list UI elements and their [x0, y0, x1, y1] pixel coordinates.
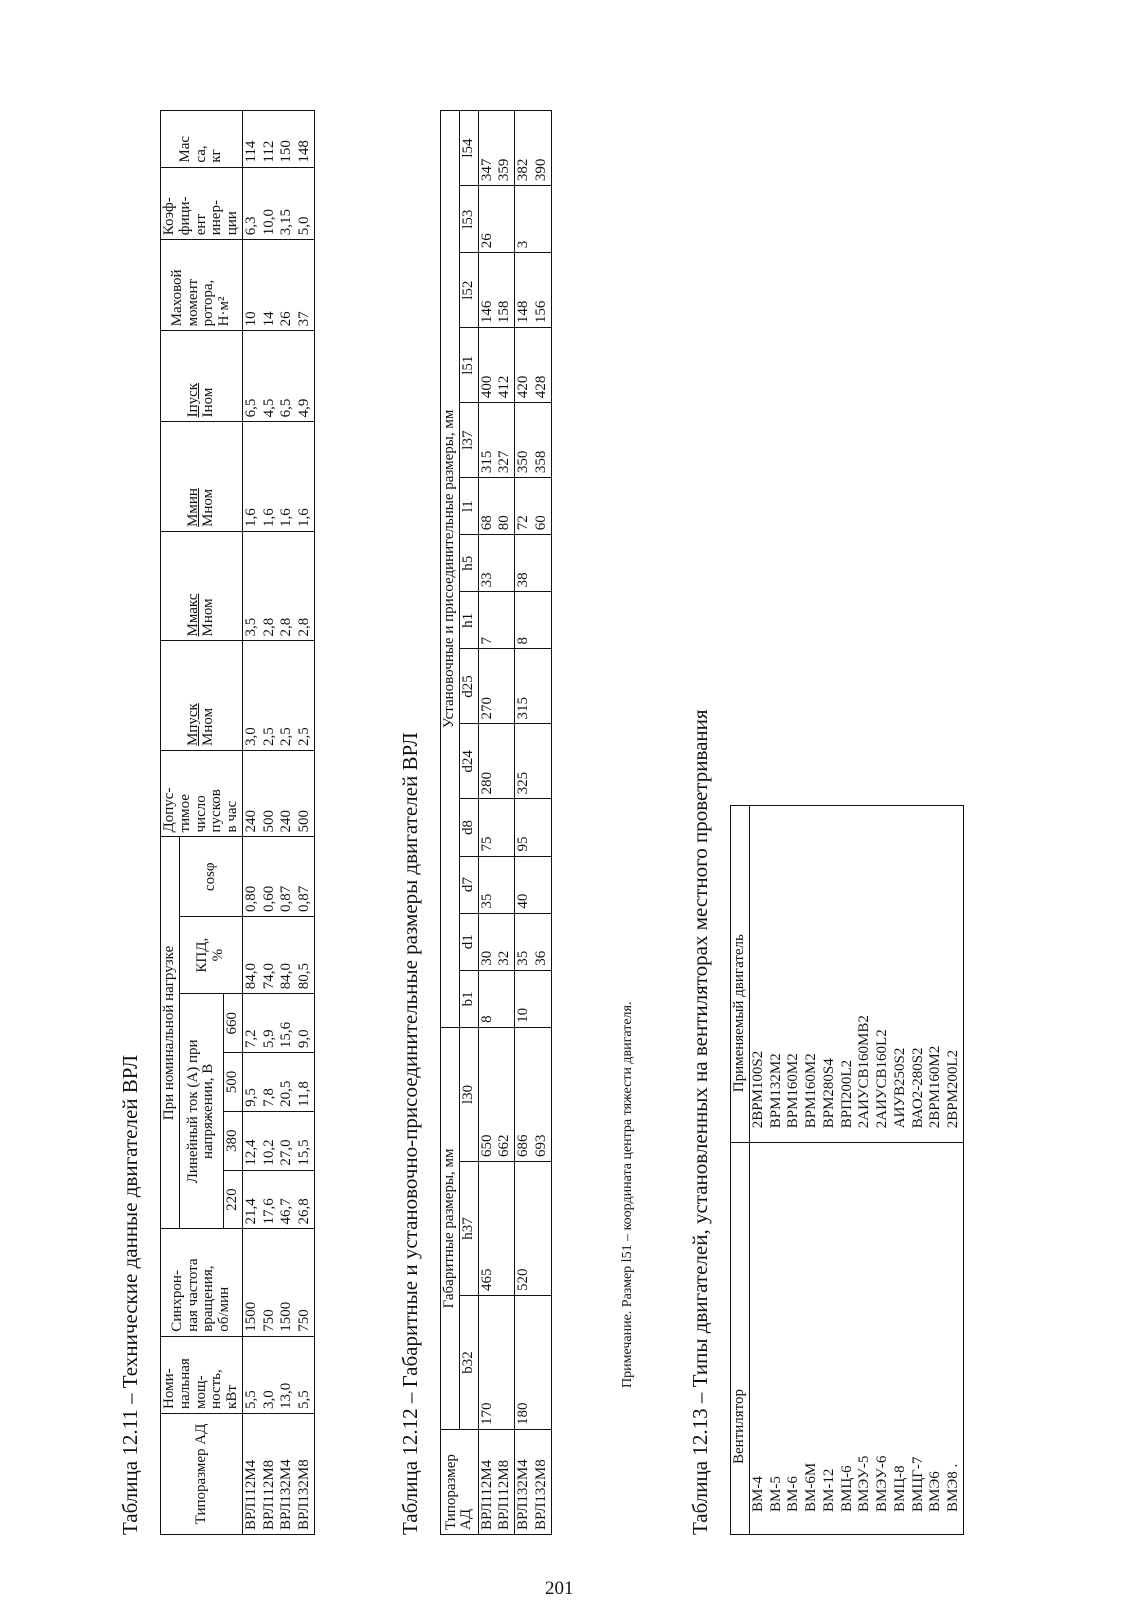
- motor-cell: ВРП200L2: [839, 806, 857, 1143]
- table-cell: 33: [478, 535, 515, 592]
- table-cell: 2,8: [278, 531, 296, 641]
- motor-cell: АИУВ250S2: [892, 806, 910, 1143]
- table-row: [242, 111, 260, 1535]
- col-header-l37: l37: [459, 403, 478, 478]
- table-cell: 240: [242, 751, 260, 837]
- table-cell: 84,0: [242, 917, 260, 994]
- table-cell: 1,6: [242, 422, 260, 532]
- table-cell: 6,5: [242, 331, 260, 422]
- table-cell: 1,6: [278, 422, 296, 532]
- table-cell: 40: [515, 856, 552, 913]
- table-row: [945, 806, 963, 1535]
- fan-cell: ВМ-12: [821, 1143, 839, 1535]
- table-cell-type: ВРЛ132М8: [533, 1430, 551, 1535]
- table-cell: 327: [496, 403, 514, 478]
- fan-cell: ВМЭ6: [927, 1143, 945, 1535]
- table-cell: 390: [533, 111, 551, 186]
- table-cell: 9,5: [242, 1053, 260, 1112]
- table-row: [785, 806, 803, 1535]
- table-cell: 2,5: [261, 641, 279, 751]
- table-cell: 4,9: [296, 331, 314, 422]
- col-header-h37: h37: [459, 1161, 478, 1295]
- header-v660: 660: [224, 994, 243, 1053]
- table-cell: 500: [261, 751, 279, 837]
- table-cell: 1500: [242, 1229, 260, 1336]
- header-motor: Применяемый двигатель: [731, 806, 750, 1143]
- table-cell: 9,0: [296, 994, 314, 1053]
- table-cell: 74,0: [261, 917, 279, 994]
- motor-cell: 2ВРМ200L2: [945, 806, 963, 1143]
- table-cell: 15,6: [278, 994, 296, 1053]
- table-cell: 150: [278, 111, 296, 168]
- table-cell: 21,4: [242, 1170, 260, 1229]
- motor-cell: ВРМ160М2: [803, 806, 821, 1143]
- table-row: [856, 806, 874, 1535]
- table-cell: 26,8: [296, 1170, 314, 1229]
- header-type: Типоразмер АД: [161, 1413, 243, 1534]
- fan-cell: ВМЭ8 .: [945, 1143, 963, 1535]
- table-cell: 0,80: [242, 837, 260, 917]
- table-cell: 17,6: [261, 1170, 279, 1229]
- table-cell: 359: [496, 111, 514, 186]
- table-cell: 15,5: [296, 1111, 314, 1170]
- table-cell: 693: [533, 1027, 551, 1161]
- table-cell: 428: [533, 328, 551, 403]
- header-mounting: Установочные и присоединительные размеры, мм: [441, 111, 460, 1028]
- table-cell: 5,5: [296, 1336, 314, 1413]
- table-cell: 2,5: [296, 641, 314, 751]
- table-12-12-body: [478, 111, 551, 1535]
- table-cell: 80,5: [296, 917, 314, 994]
- table-cell: 662: [496, 1027, 514, 1161]
- fan-cell: ВМ-4: [749, 1143, 767, 1535]
- table-12-12-col-headers: [459, 111, 478, 1535]
- table-cell: 148: [515, 253, 533, 328]
- table-cell: 8: [478, 970, 515, 1027]
- header-type: Типоразмер АД: [441, 1430, 479, 1535]
- table-row: [478, 111, 496, 1535]
- header-v380: 380: [224, 1111, 243, 1170]
- table-cell: 6,3: [242, 167, 260, 240]
- header-v220: 220: [224, 1170, 243, 1229]
- col-header-l51: l51: [459, 328, 478, 403]
- table-12-13-body: [749, 806, 963, 1535]
- table-cell: 26: [478, 186, 515, 253]
- table-cell: 7: [478, 592, 515, 649]
- table-cell: 95: [515, 799, 552, 856]
- table-cell: 0,60: [261, 837, 279, 917]
- table-cell: 5,0: [296, 167, 314, 240]
- table-cell: ВРЛ132М8: [296, 1413, 314, 1534]
- table-cell: 11,8: [296, 1053, 314, 1112]
- header-fan: Вентилятор: [731, 1143, 750, 1535]
- table-cell: 8: [515, 592, 552, 649]
- table-cell: 270: [478, 649, 515, 724]
- motor-cell: ВРМ132М2: [768, 806, 786, 1143]
- col-header-l52: l52: [459, 253, 478, 328]
- motor-cell: ВРМ160М2: [785, 806, 803, 1143]
- table-cell: 315: [515, 649, 552, 724]
- header-flywheel: Маховой момент ротора, Н·м²: [161, 240, 243, 331]
- col-header-b32: b32: [459, 1295, 478, 1429]
- header-mass: Мас са, кг: [161, 111, 243, 168]
- table-cell: 650: [478, 1027, 496, 1161]
- header-mstart: Мпуск Мном: [161, 641, 243, 751]
- table-cell: 12,4: [242, 1111, 260, 1170]
- fan-cell: ВМЭУ-6: [874, 1143, 892, 1535]
- table-cell: 146: [478, 253, 496, 328]
- table-cell: 382: [515, 111, 533, 186]
- table-cell: 114: [242, 111, 260, 168]
- col-header-d8: d8: [459, 799, 478, 856]
- motor-cell: ВРМ280S4: [821, 806, 839, 1143]
- table-cell: 0,87: [296, 837, 314, 917]
- table-cell: 84,0: [278, 917, 296, 994]
- table-cell: 35: [478, 856, 515, 913]
- table-cell: 10,2: [261, 1111, 279, 1170]
- motor-cell: 2АИУСВ160L2: [874, 806, 892, 1143]
- table-row: [803, 806, 821, 1535]
- col-header-l54: l54: [459, 111, 478, 186]
- table-cell: 2,5: [278, 641, 296, 751]
- table-cell: 68: [478, 478, 496, 535]
- table-cell: 5,9: [261, 994, 279, 1053]
- table-cell: 38: [515, 535, 552, 592]
- header-starts: Допус- тимое число пусков в час: [161, 751, 243, 837]
- table-12-11-body: [242, 111, 314, 1535]
- table-cell: 27,0: [278, 1111, 296, 1170]
- table-cell: 315: [478, 403, 496, 478]
- motor-cell: 2ВРМ160М2: [927, 806, 945, 1143]
- fan-cell: ВМЦ-8: [892, 1143, 910, 1535]
- table-12-11-caption: Таблица 12.11 – Технические данные двигателей ВРЛ: [118, 1054, 142, 1535]
- table-12-13: [730, 805, 964, 1535]
- table-cell: 3: [515, 186, 552, 253]
- header-line-current: Линейный ток (А) при напряжении, В: [179, 994, 223, 1229]
- table-cell-type: ВРЛ112М4: [478, 1430, 496, 1535]
- table-row: [515, 111, 533, 1535]
- fan-cell: ВМЭУ-5: [856, 1143, 874, 1535]
- table-cell: 10: [515, 970, 552, 1027]
- table-cell: 412: [496, 328, 514, 403]
- table-cell: 14: [261, 240, 279, 331]
- fan-cell: ВМ-6: [785, 1143, 803, 1535]
- table-cell: 112: [261, 111, 279, 168]
- fan-cell: ВМЦГ-7: [910, 1143, 928, 1535]
- col-header-l1: l1: [459, 478, 478, 535]
- table-row: [874, 806, 892, 1535]
- table-cell: 60: [533, 478, 551, 535]
- table-cell: 5,5: [242, 1336, 260, 1413]
- table-12-12-note: Примечание. Размер l51 – координата центра тяжести двигателя.: [620, 1001, 635, 1388]
- table-cell: 465: [478, 1161, 515, 1295]
- header-power: Номи- нальная мощ- ность, кВт: [161, 1336, 243, 1413]
- col-header-h5: h5: [459, 535, 478, 592]
- table-cell: 35: [515, 913, 533, 970]
- table-cell: 1,6: [296, 422, 314, 532]
- header-nominal-load: При номинальной нагрузке: [161, 837, 180, 1229]
- table-cell: 350: [515, 403, 533, 478]
- fan-cell: ВМ-5: [768, 1143, 786, 1535]
- table-cell: 32: [496, 913, 514, 970]
- table-cell: 1,6: [261, 422, 279, 532]
- table-cell: 10: [242, 240, 260, 331]
- table-row: [821, 806, 839, 1535]
- table-cell: 520: [515, 1161, 552, 1295]
- motor-cell: 2АИУСВ160МВ2: [856, 806, 874, 1143]
- table-cell: 3,5: [242, 531, 260, 641]
- table-row: [910, 806, 928, 1535]
- table-cell: 10,0: [261, 167, 279, 240]
- table-cell: 20,5: [278, 1053, 296, 1112]
- table-cell: 37: [296, 240, 314, 331]
- fan-cell: ВМ-6М: [803, 1143, 821, 1535]
- table-row: [839, 806, 857, 1535]
- table-cell: 358: [533, 403, 551, 478]
- col-header-h1: h1: [459, 592, 478, 649]
- table-cell: 347: [478, 111, 496, 186]
- col-header-l30: l30: [459, 1027, 478, 1161]
- col-header-d24: d24: [459, 724, 478, 799]
- table-cell: 280: [478, 724, 515, 799]
- table-cell: 1500: [278, 1229, 296, 1336]
- table-row: [927, 806, 945, 1535]
- table-cell: 2,8: [296, 531, 314, 641]
- table-cell: 6,5: [278, 331, 296, 422]
- table-cell: 3,0: [242, 641, 260, 751]
- table-cell: 7,2: [242, 994, 260, 1053]
- table-cell: 148: [296, 111, 314, 168]
- table-cell: 3,0: [261, 1336, 279, 1413]
- motor-cell: ВАО2-280S2: [910, 806, 928, 1143]
- table-cell: 158: [496, 253, 514, 328]
- table-cell: 72: [515, 478, 533, 535]
- table-cell: 686: [515, 1027, 533, 1161]
- col-header-l53: l53: [459, 186, 478, 253]
- table-cell: 75: [478, 799, 515, 856]
- table-12-11: [160, 110, 315, 1535]
- table-cell-type: ВРЛ112М8: [496, 1430, 514, 1535]
- table-cell: ВРЛ112М8: [261, 1413, 279, 1534]
- table-cell: 7,8: [261, 1053, 279, 1112]
- table-row: [278, 111, 296, 1535]
- col-header-d1: d1: [459, 913, 478, 970]
- table-cell: ВРЛ132М4: [278, 1413, 296, 1534]
- table-row: [261, 111, 279, 1535]
- header-istart: Iпуск Iном: [161, 331, 243, 422]
- header-inertia: Коэф- фици- ент инер- ции: [161, 167, 243, 240]
- table-cell: 0,87: [278, 837, 296, 917]
- fan-cell: ВМЦ-6: [839, 1143, 857, 1535]
- table-cell: ВРЛ112М4: [242, 1413, 260, 1534]
- table-cell: 36: [533, 913, 551, 970]
- table-12-12-caption: Таблица 12.12 – Габаритные и установочно-присоединительные размеры двигателей ВРЛ: [398, 732, 422, 1535]
- table-cell: 4,5: [261, 331, 279, 422]
- header-sync: Синхрон- ная частота вращения, об/мин: [161, 1229, 243, 1336]
- header-cos: cosφ: [179, 837, 242, 917]
- table-cell: 80: [496, 478, 514, 535]
- table-cell: 3,15: [278, 167, 296, 240]
- table-cell: 13,0: [278, 1336, 296, 1413]
- table-cell: 26: [278, 240, 296, 331]
- table-12-13-caption: Таблица 12.13 – Типы двигателей, установленных на вентиляторах местного проветривания: [688, 709, 712, 1535]
- table-cell: 240: [278, 751, 296, 837]
- header-overall: Габаритные размеры, мм: [441, 1027, 460, 1429]
- table-cell: 180: [515, 1295, 552, 1429]
- table-cell: 400: [478, 328, 496, 403]
- header-eff: КПД, %: [179, 917, 242, 994]
- table-cell: 325: [515, 724, 552, 799]
- table-cell-type: ВРЛ132М4: [515, 1430, 533, 1535]
- table-cell: 500: [296, 751, 314, 837]
- table-row: [296, 111, 314, 1535]
- table-cell: 750: [296, 1229, 314, 1336]
- table-cell: 46,7: [278, 1170, 296, 1229]
- col-header-d7: d7: [459, 856, 478, 913]
- table-cell: 30: [478, 913, 496, 970]
- table-cell: 420: [515, 328, 533, 403]
- table-row: [749, 806, 767, 1535]
- motor-cell: 2ВРМ100S2: [749, 806, 767, 1143]
- header-v500: 500: [224, 1053, 243, 1112]
- page-number: 201: [545, 1578, 574, 1599]
- header-mmin: Ммин Мном: [161, 422, 243, 532]
- col-header-b1: b1: [459, 970, 478, 1027]
- header-mmax: Ммакс Мном: [161, 531, 243, 641]
- table-cell: 156: [533, 253, 551, 328]
- table-cell: 750: [261, 1229, 279, 1336]
- table-row: [892, 806, 910, 1535]
- table-cell: 170: [478, 1295, 515, 1429]
- table-row: [768, 806, 786, 1535]
- table-12-12: [440, 110, 552, 1535]
- col-header-d25: d25: [459, 649, 478, 724]
- table-cell: 2,8: [261, 531, 279, 641]
